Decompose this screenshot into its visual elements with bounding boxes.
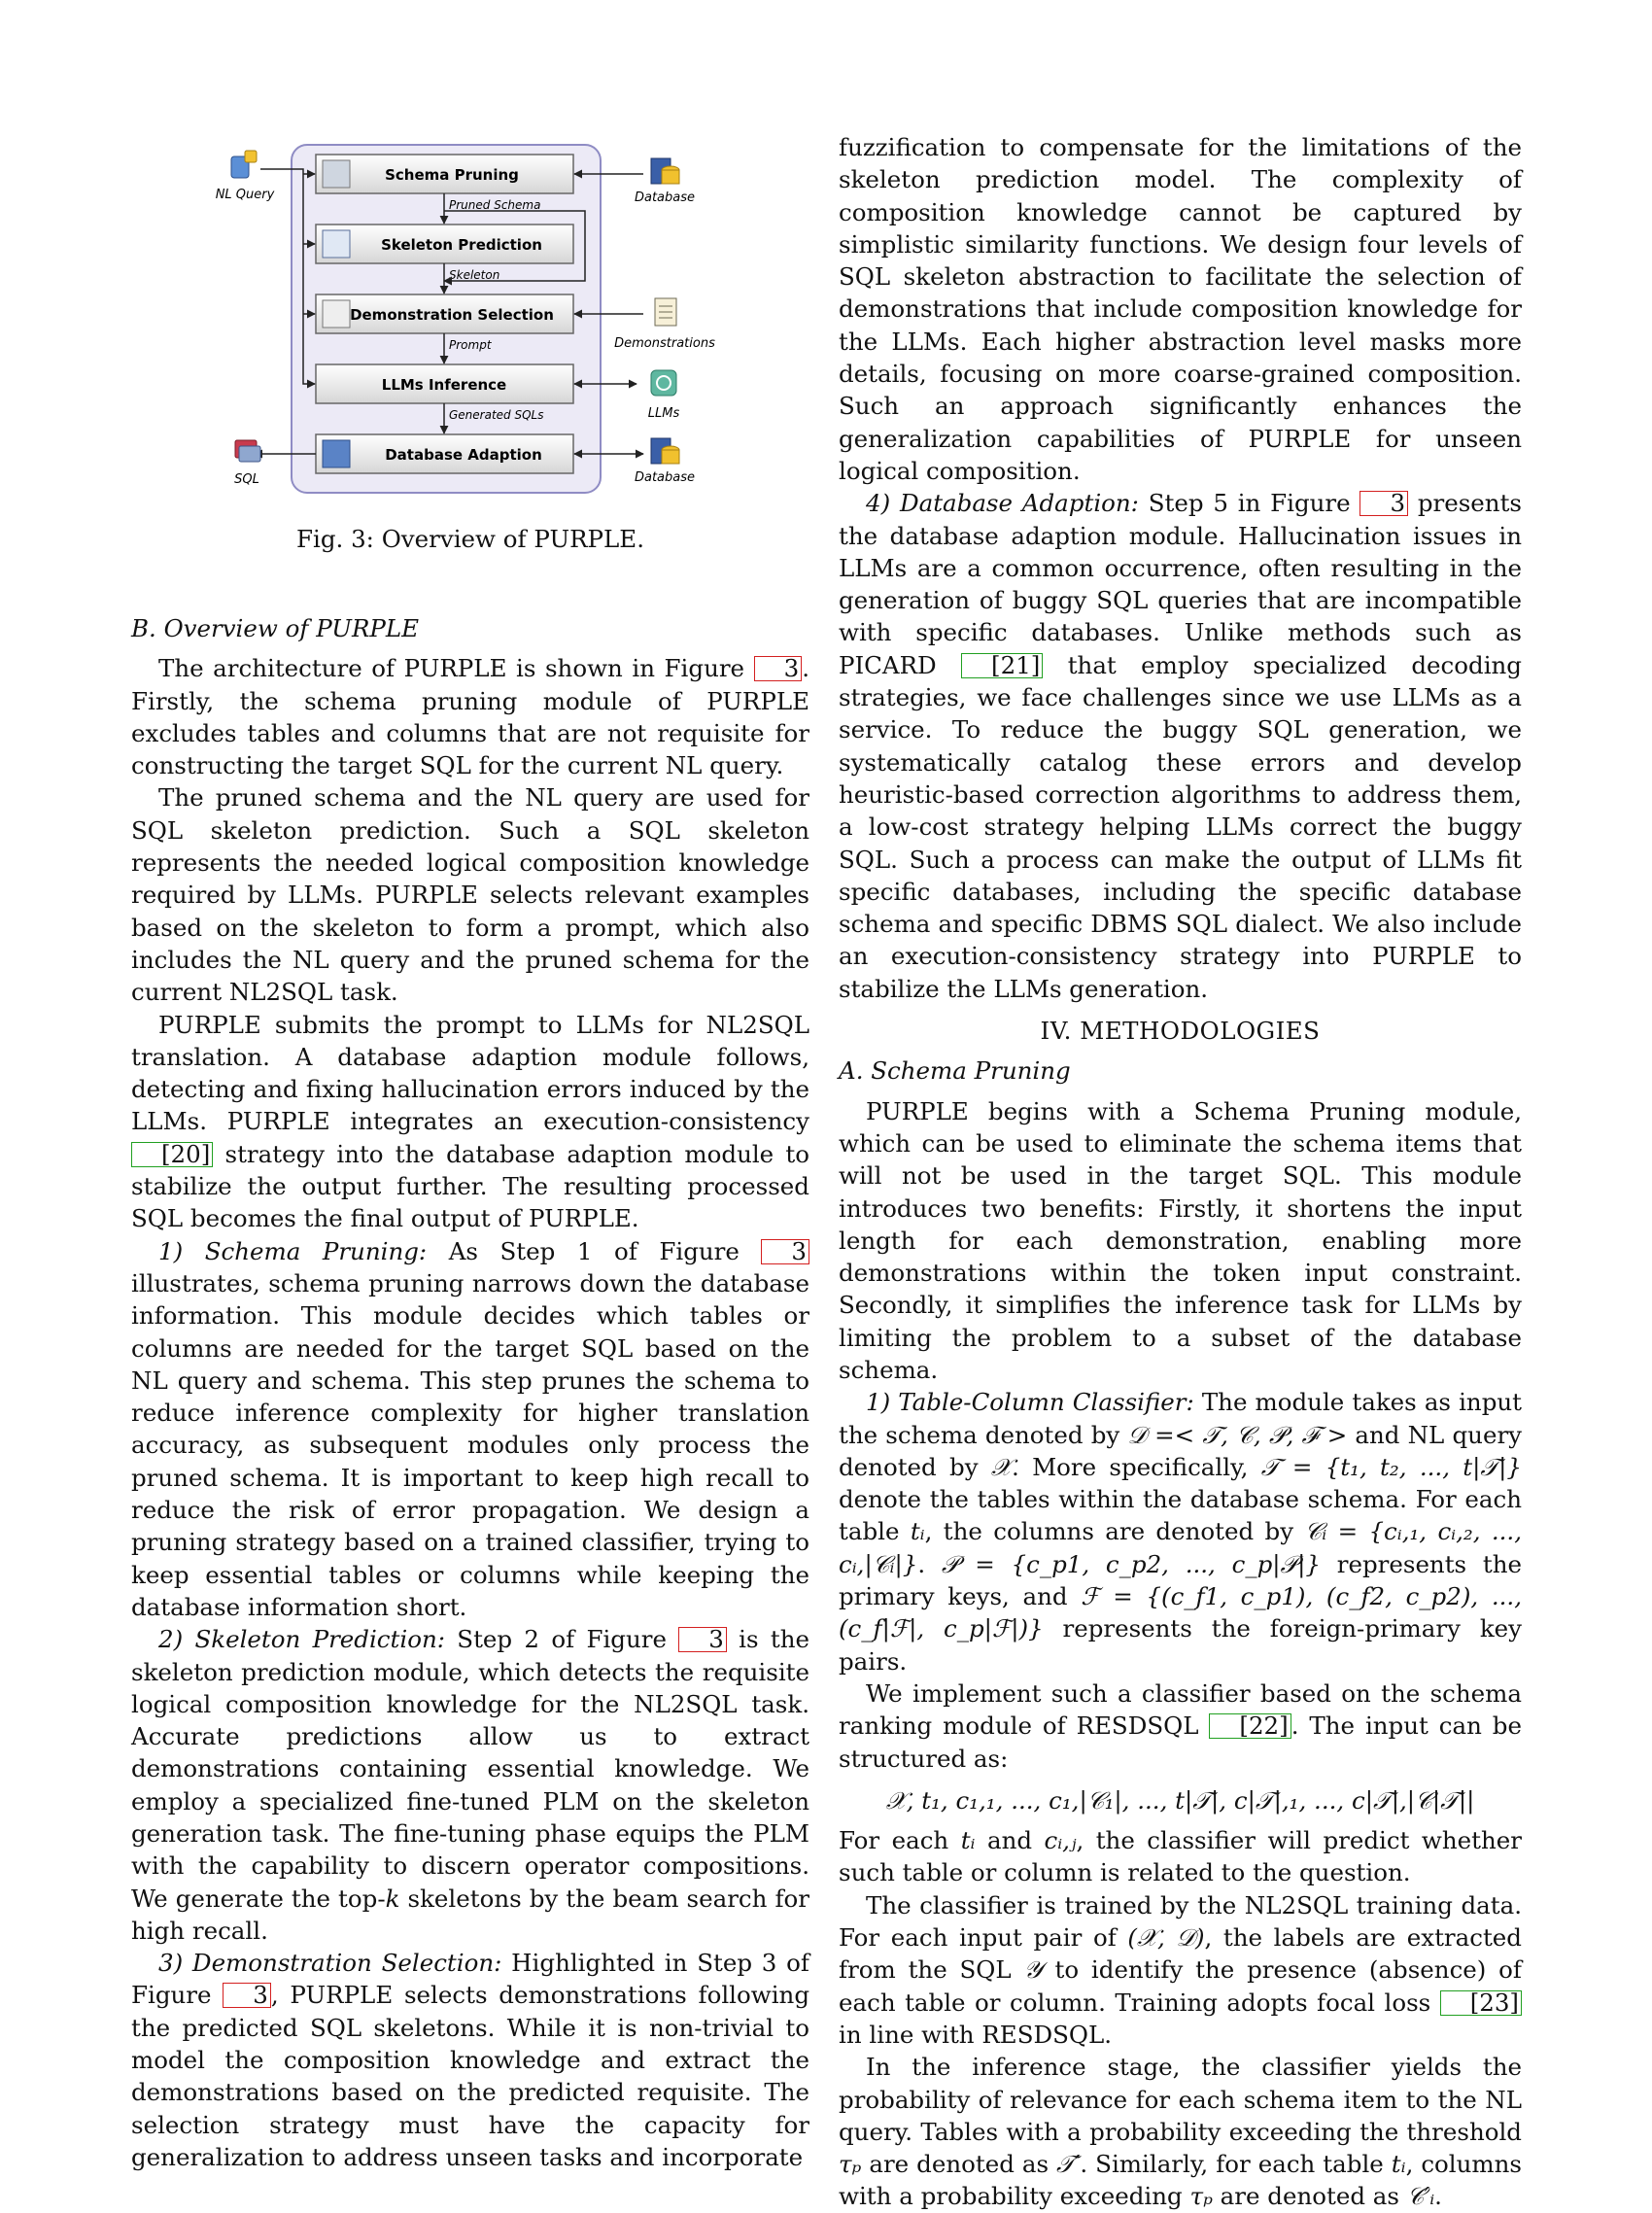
- citation-link[interactable]: [23]: [1440, 1990, 1522, 2016]
- box-label-database-adaption: Database Adaption: [385, 446, 542, 464]
- paragraph: The pruned schema and the NL query are used for SQL skeleton prediction. Such a SQL skeleton represents the needed logical composition knowledge required by LLMs. PURPLE selects relevant examples based on the skeleton to form a prompt, which also includes the NL query and the pruned schema for the current NL2SQL task.: [131, 783, 809, 1007]
- label-llms: LLMs: [647, 406, 680, 421]
- arrow-label-pruned-schema: Pruned Schema: [449, 198, 541, 212]
- box-label-skeleton-prediction: Skeleton Prediction: [381, 236, 542, 254]
- right-column: [839, 131, 1522, 2213]
- label-demonstrations: Demonstrations: [614, 336, 715, 351]
- subsection-heading: 3) Demonstration Selection:: [158, 1949, 502, 1978]
- database-icon: [651, 158, 679, 184]
- database-gear-icon: [323, 440, 350, 467]
- box-llms-inference: [316, 364, 573, 403]
- box-database-adaption: [316, 434, 573, 473]
- figure-link[interactable]: 3: [223, 1983, 271, 2008]
- document-icon: [655, 298, 676, 326]
- list-icon: [323, 300, 350, 328]
- subsection-heading: 1) Table-Column Classifier:: [866, 1388, 1194, 1417]
- equation: 𝒳, t₁, c₁,₁, ..., c₁,|𝒞₁|, ..., t|𝒯|, c|𝒯|,₁, ..., c|𝒯|,|𝒞|𝒯||: [885, 1785, 1475, 1815]
- box-label-demonstration-selection: Demonstration Selection: [350, 306, 554, 324]
- tree-icon: [323, 230, 350, 258]
- box-schema-pruning: [316, 155, 573, 193]
- citation-link[interactable]: [20]: [131, 1142, 213, 1167]
- box-label-llms-inference: LLMs Inference: [381, 376, 507, 394]
- purple-overview-figure: [194, 131, 715, 515]
- subsection-heading: 4) Database Adaption:: [866, 489, 1139, 518]
- figure-caption: Fig. 3: Overview of PURPLE.: [296, 525, 644, 553]
- citation-link[interactable]: [21]: [961, 653, 1043, 678]
- figure-link[interactable]: 3: [754, 656, 803, 681]
- subsection-heading: 1) Schema Pruning:: [158, 1236, 428, 1265]
- sql-icon: [235, 440, 260, 462]
- schema-icon: [323, 160, 350, 188]
- box-skeleton-prediction: [316, 225, 573, 263]
- box-label-schema-pruning: Schema Pruning: [385, 166, 519, 184]
- paragraph: fuzzification to compensate for the limitations of the skeleton prediction model. The complexity of composition knowledge cannot be captured by simplistic similarity functions. We design four levels of SQL skeleton abstraction to facilitate the selection of demonstrations that include composition knowledge for the LLMs. Each higher abstraction level masks more details, focusing on more coarse-grained composition. Such an approach significantly enhances the generalization capabilities of PURPLE for unseen logical composition.: [839, 133, 1522, 485]
- citation-link[interactable]: [22]: [1209, 1713, 1291, 1739]
- paragraph: For each tᵢ and cᵢ,ⱼ, the classifier will predict whether such table or column is related to the question.: [839, 1826, 1522, 1887]
- paragraph: In the inference stage, the classifier yields the probability of relevance for each schema item to the NL query. Tables with a probability exceeding the threshold τₚ are denoted as 𝒯′. Similarly, for each table tᵢ, columns with a probability exceeding τₚ are denoted as 𝒞′ᵢ.: [839, 2053, 1523, 2211]
- box-demonstration-selection: [316, 294, 573, 333]
- label-database-bottom: Database: [634, 470, 696, 485]
- label-database-top: Database: [634, 190, 696, 205]
- label-sql: SQL: [234, 472, 259, 487]
- figure-link[interactable]: 3: [1359, 491, 1408, 516]
- paragraph: 1) Table-Column Classifier: The module takes as input the schema denoted by 𝒟 =< 𝒯, 𝒞, 𝒫, ℱ > and NL query denoted by 𝒳. More specifically, 𝒯 = {t₁, t₂, ..., t|𝒯|} denote the tables within the database schema. For each table tᵢ, the columns are denoted by 𝒞ᵢ = {cᵢ,₁, cᵢ,₂, ..., cᵢ,|𝒞ᵢ|}. 𝒫 = {c_p1, c_p2, ..., c_p|𝒫|} represents the primary keys, and ℱ = {(c_f1, c_p1), (c_f2, c_p2), ..., (c_f|ℱ|, c_p|ℱ|)} represents the foreign-primary key pairs.: [839, 1388, 1523, 1676]
- arrow-label-skeleton: Skeleton: [449, 268, 500, 282]
- nl-query-icon: [231, 151, 257, 178]
- arrow-label-generated-sqls: Generated SQLs: [449, 408, 544, 422]
- database-icon-bottom: [651, 438, 679, 464]
- paragraph: We implement such a classifier based on the schema ranking module of RESDSQL [22] . The input can be structured as:: [839, 1678, 1522, 1773]
- subsection-heading: 2) Skeleton Prediction:: [158, 1625, 445, 1654]
- section-b-heading: B. Overview of PURPLE: [131, 614, 420, 642]
- section-iv-heading: IV. METHODOLOGIES: [1040, 1017, 1321, 1046]
- paragraph: The architecture of PURPLE is shown in Figure 3 . Firstly, the schema pruning module of PURPLE excludes tables and columns that are not requisite for constructing the target SQL for the current NL query.: [131, 654, 809, 780]
- paragraph: 2) Skeleton Prediction: Step 2 of Figure 3 is the skeleton prediction module, which detects the requisite logical composition knowledge for the NL2SQL task. Accurate predictions allow us to extract demonstrations containing essential knowledge. We employ a specialized fine-tuned PLM on the skeleton generation task. The fine-tuning phase equips the PLM with the capability to discern operator compositions. We generate the top-k skeletons by the beam search for high recall.: [131, 1625, 810, 1945]
- llm-icon: [651, 370, 676, 396]
- section-a-heading: A. Schema Pruning: [839, 1056, 1071, 1086]
- figure-link[interactable]: 3: [678, 1627, 727, 1652]
- paragraph: PURPLE submits the prompt to LLMs for NL2SQL translation. A database adaption module follows, detecting and fixing hallucination errors induced by the LLMs. PURPLE integrates an execution-consistency [20] strategy into the database adaption module to stabilize the output further. The resulting processed SQL becomes the final output of PURPLE.: [131, 1010, 809, 1233]
- paragraph: 1) Schema Pruning: As Step 1 of Figure 3 illustrates, schema pruning narrows down the database information. This module decides which tables or columns are needed for the target SQL based on the NL query and schema. This step prunes the schema to reduce inference complexity for higher translation accuracy, as subsequent modules only process the pruned schema. It is important to keep high recall to reduce the risk of error propagation. We design a pruning strategy based on a trained classifier, trying to keep essential tables or columns while keeping the database information short.: [131, 1236, 809, 1621]
- arrow-label-prompt: Prompt: [449, 338, 492, 352]
- paragraph: 4) Database Adaption: Step 5 in Figure 3 presents the database adaption module. Hallucination issues in LLMs are a common occurrence, often resulting in the generation of buggy SQL queries that are incompatible with specific databases. Unlike methods such as PICARD [21] that employ specialized decoding strategies, we face challenges since we use LLMs as a service. To reduce the buggy SQL generation, we systematically catalog these errors and develop heuristic-based correction algorithms to address them, a low-cost strategy helping LLMs correct the buggy SQL. Such a process can make the output of LLMs fit specific databases, including the specific database schema and specific DBMS SQL dialect. We also include an execution-consistency strategy into PURPLE to stabilize the LLMs generation.: [839, 489, 1523, 1003]
- paragraph: PURPLE begins with a Schema Pruning module, which can be used to eliminate the schema items that will not be used in the target SQL. This module introduces two benefits: Firstly, it shortens the input length for each demonstration, enabling more demonstrations within the token input constraint. Secondly, it simplifies the inference task for LLMs by limiting the problem to a subset of the database schema.: [839, 1096, 1522, 1384]
- label-nl-query: NL Query: [215, 188, 275, 202]
- paragraph: The classifier is trained by the NL2SQL training data. For each input pair of (𝒳, 𝒟), the labels are extracted from the SQL 𝒴 to identify the presence (absence) of each table or column. Training adopts focal loss [23] in line with RESDSQL.: [839, 1890, 1522, 2049]
- figure-link[interactable]: 3: [761, 1239, 809, 1264]
- left-column: [131, 612, 809, 2173]
- paragraph: 3) Demonstration Selection: Highlighted in Step 3 of Figure 3 , PURPLE selects demonstrations following the predicted SQL skeletons. While it is non-trivial to model the composition knowledge and extract the demonstrations based on the predicted requisite. The selection strategy must have the capacity for generalization to address unseen tasks and incorporate: [131, 1949, 810, 2171]
